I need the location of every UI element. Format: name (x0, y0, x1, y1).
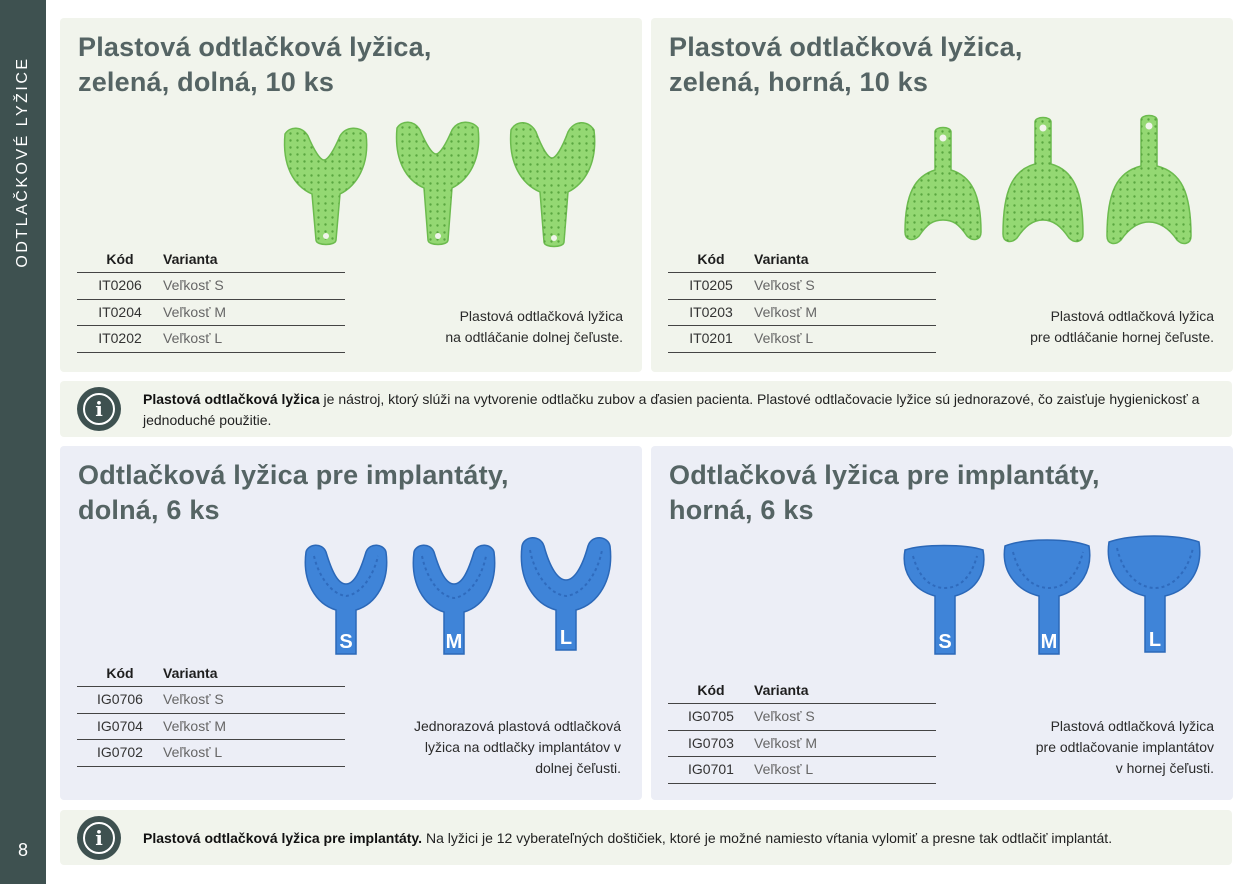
info-icon: i (77, 387, 121, 431)
table-row: IG0702 Veľkosť L (77, 740, 345, 767)
table-row: IG0704 Veľkosť M (77, 714, 345, 741)
blue-lower-trays-image (300, 534, 630, 658)
table-row: IT0206 Veľkosť S (77, 273, 345, 300)
table-header: Kód Varianta (77, 660, 345, 687)
product-title: Plastová odtlačková lyžica, zelená, dolná, 10 ks (78, 32, 432, 97)
product-title: Odtlačková lyžica pre implantáty, dolná, 6 ks (78, 460, 509, 525)
info-text: Plastová odtlačková lyžica pre implantáty. Na lyžici je 12 vyberateľných doštičiek, ktoré je možné namiesto vŕtania vylomiť a presne tak odtlačiť implantát. (143, 830, 1113, 846)
product-description: Jednorazová plastová odtlačková lyžica na odtlačky implantátov v dolnej čeľusti. (413, 718, 621, 776)
info-box (60, 381, 1232, 437)
product-card-green-upper (651, 18, 1233, 372)
product-card-green-lower (60, 18, 642, 372)
table-row: IT0204 Veľkosť M (77, 300, 345, 327)
table-header: Kód Varianta (77, 246, 345, 273)
variant-table (668, 677, 936, 784)
page-number: 8 (17, 840, 28, 860)
product-card-implant-upper (651, 446, 1233, 800)
variant-table (668, 246, 936, 353)
size-label-l: L (559, 627, 573, 649)
size-label-l: L (1148, 629, 1162, 651)
size-label-s: S (339, 631, 353, 653)
variant-table (77, 246, 345, 353)
table-row: IG0706 Veľkosť S (77, 687, 345, 714)
product-description: Plastová odtlačková lyžica pre odtlačovanie implantátov v hornej čeľusti. (1035, 718, 1214, 776)
product-title: Plastová odtlačková lyžica, zelená, horná, 10 ks (669, 32, 1023, 97)
table-row: IT0203 Veľkosť M (668, 300, 936, 327)
table-row: IT0202 Veľkosť L (77, 326, 345, 353)
product-description: Plastová odtlačková lyžica pre odtláčanie hornej čeľuste. (1030, 308, 1214, 345)
info-icon: i (77, 816, 121, 860)
table-row: IT0205 Veľkosť S (668, 273, 936, 300)
table-header: Kód Varianta (668, 246, 936, 273)
blue-upper-trays-image (901, 534, 1211, 658)
product-card-implant-lower (60, 446, 642, 800)
size-label-s: S (938, 631, 952, 653)
green-upper-trays-image (891, 114, 1211, 254)
table-row: IT0201 Veľkosť L (668, 326, 936, 353)
table-row: IG0701 Veľkosť L (668, 757, 936, 784)
variant-table (77, 660, 345, 767)
info-box (60, 810, 1232, 865)
table-row: IG0705 Veľkosť S (668, 704, 936, 731)
product-title: Odtlačková lyžica pre implantáty, horná, 6 ks (669, 460, 1100, 525)
size-label-m: M (445, 631, 463, 653)
info-text: Plastová odtlačková lyžica je nástroj, ktorý slúži na vytvorenie odtlačku zubov a ďasien pacienta. Plastové odtlačovacie lyžice sú jednorazové, čo zaisťuje hygienickosť a jednoduché použitie. (143, 391, 1200, 428)
sidebar-title: ODTLAČKOVÉ LYŽICE (14, 56, 31, 268)
table-row: IG0703 Veľkosť M (668, 731, 936, 758)
size-label-m: M (1040, 631, 1058, 653)
green-lower-trays-image (280, 116, 620, 256)
product-description: Plastová odtlačková lyžica na odtláčanie dolnej čeľuste. (445, 308, 623, 345)
sidebar (0, 0, 46, 884)
table-header: Kód Varianta (668, 677, 936, 704)
